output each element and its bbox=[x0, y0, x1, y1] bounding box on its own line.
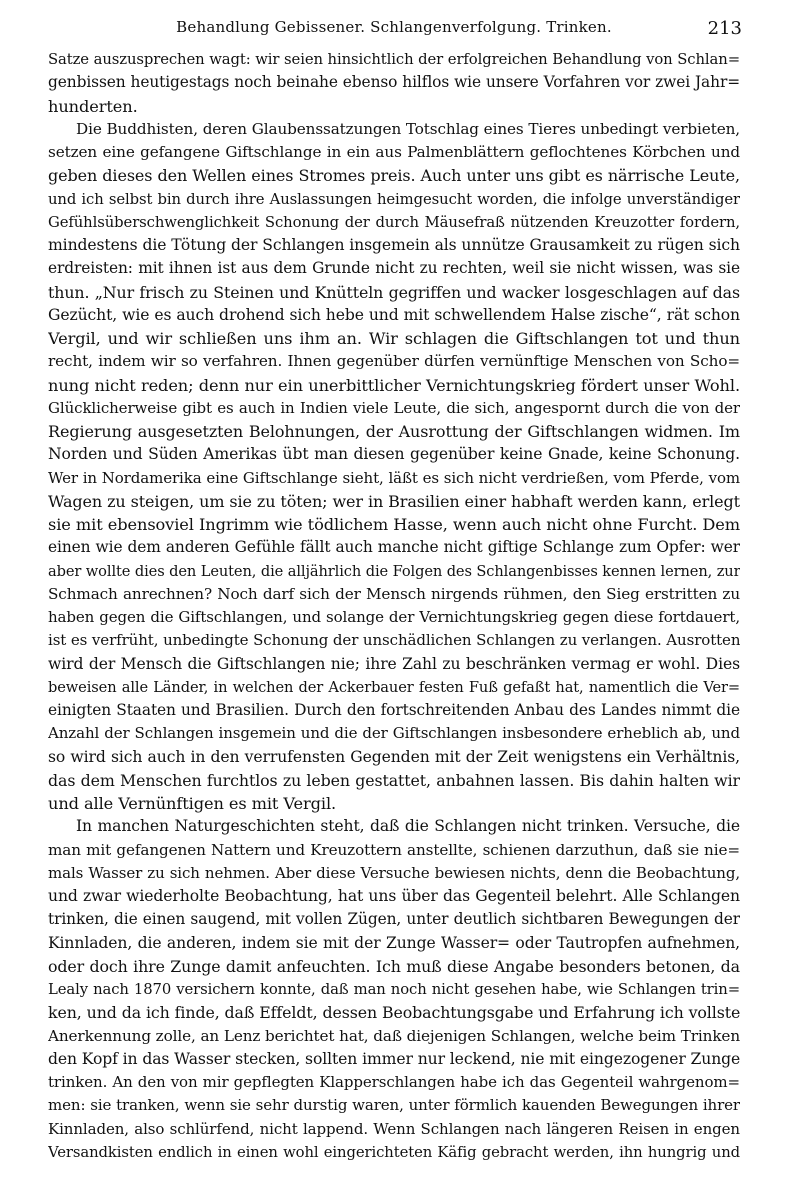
text-line: setzen eine gefangene Giftschlange in ein aus Palmenblättern geflochtenes Körbchen und bbox=[48, 143, 740, 161]
text-line: einen wie dem anderen Gefühle fällt auch manche nicht giftige Schlange zum Opfer: wer bbox=[48, 538, 740, 557]
text-line: genbissen heutigestags noch beinahe ebenso hilflos wie unsere Vorfahren vor zwei Jahr= bbox=[48, 73, 740, 92]
text-line: Kinnladen, also schlürfend, nicht lappend. Wenn Schlangen nach längeren Reisen in engen bbox=[48, 1119, 740, 1138]
page-number: 213 bbox=[707, 18, 742, 39]
text-line: Norden und Süden Amerikas übt man diesen gegenüber keine Gnade, keine Schonung. bbox=[48, 445, 740, 464]
text-line: und ich selbst bin durch ihre Auslassungen heimgesucht worden, die infolge unverständiger bbox=[48, 190, 740, 208]
text-line: Vergil, und wir schließen uns ihm an. Wir schlagen die Giftschlangen tot und thun bbox=[48, 329, 740, 348]
body-text bbox=[48, 48, 740, 1164]
text-line: und alle Vernünftigen es mit Vergil. bbox=[48, 794, 337, 813]
text-line: Versandkisten endlich in einen wohl eingerichteten Käfig gebracht werden, ihn hungrig und bbox=[48, 1143, 740, 1161]
text-line: Die Buddhisten, deren Glaubenssatzungen Totschlag eines Tieres unbedingt verbieten, bbox=[76, 119, 740, 138]
text-line: Wagen zu steigen, um sie zu töten; wer in Brasilien einer habhaft werden kann, erlegt bbox=[48, 491, 740, 511]
text-line: mals Wasser zu sich nehmen. Aber diese Versuche bewiesen nichts, denn die Beobachtung, bbox=[48, 863, 740, 882]
text-line: trinken, die einen saugend, mit vollen Zügen, unter deutlich sichtbaren Bewegungen der bbox=[48, 910, 740, 929]
text-line: Anzahl der Schlangen insgemein und die der Giftschlangen insbesondere erheblich ab, und bbox=[48, 724, 740, 743]
page-header bbox=[48, 18, 740, 48]
text-line: den Kopf in das Wasser stecken, sollten immer nur leckend, nie mit eingezogener Zunge bbox=[48, 1049, 740, 1068]
text-line: Schmach anrechnen? Noch darf sich der Mensch nirgends rühmen, den Sieg erstritten zu bbox=[48, 584, 740, 603]
text-line: haben gegen die Giftschlangen, und solange der Vernichtungskrieg gegen diese fortdauert, bbox=[48, 608, 740, 626]
text-line: recht, indem wir so verfahren. Ihnen gegenüber dürfen vernünftige Menschen von Scho= bbox=[48, 352, 740, 371]
text-line: ist es verfrüht, unbedingte Schonung der unschädlichen Schlangen zu verlangen. Ausrotten bbox=[48, 631, 740, 650]
text-line: das dem Menschen furchtlos zu leben gestattet, anbahnen lassen. Bis dahin halten wir bbox=[48, 770, 740, 790]
text-line: Glücklicherweise gibt es auch in Indien viele Leute, die sich, angespornt durch die von der bbox=[48, 398, 740, 417]
text-line: Anerkennung zolle, an Lenz berichtet hat, daß diejenigen Schlangen, welche beim Trinken bbox=[48, 1026, 740, 1045]
text-line: men: sie tranken, wenn sie sehr durstig waren, unter förmlich kauenden Bewegungen ihrer bbox=[48, 1096, 740, 1115]
text-line: und zwar wiederholte Beobachtung, hat uns über das Gegenteil belehrt. Alle Schlangen bbox=[48, 887, 740, 905]
text-line: einigten Staaten und Brasilien. Durch den fortschreitenden Anbau des Landes nimmt die bbox=[48, 701, 740, 719]
text-line: In manchen Naturgeschichten steht, daß die Schlangen nicht trinken. Versuche, die bbox=[76, 817, 740, 836]
text-line: Gefühlsüberschwenglichkeit Schonung der durch Mäusefraß nützenden Kreuzotter fordern, bbox=[48, 213, 740, 231]
text-line: Regierung ausgesetzten Belohnungen, der Ausrottung der Giftschlangen widmen. Im bbox=[48, 422, 740, 441]
running-head: Behandlung Gebissener. Schlangenverfolgung. Trinken. bbox=[176, 18, 612, 36]
text-line: trinken. An den von mir gepflegten Klapperschlangen habe ich das Gegenteil wahrgenom= bbox=[48, 1073, 740, 1091]
text-line: erdreisten: mit ihnen ist aus dem Grunde nicht zu rechten, weil sie nicht wissen, was sie bbox=[48, 259, 740, 278]
text-line: mindestens die Tötung der Schlangen insgemein als unnütze Grausamkeit zu rügen sich bbox=[48, 236, 740, 254]
text-line: beweisen alle Länder, in welchen der Ackerbauer festen Fuß gefaßt hat, namentlich die Ver= bbox=[48, 678, 740, 696]
text-line: geben dieses den Wellen eines Stromes preis. Auch unter uns gibt es närrische Leute, bbox=[48, 166, 740, 186]
text-line: wird der Mensch die Giftschlangen nie; ihre Zahl zu beschränken vermag er wohl. Dies bbox=[48, 654, 740, 673]
text-line: Lealy nach 1870 versichern konnte, daß man noch nicht gesehen habe, wie Schlangen trin= bbox=[48, 981, 740, 998]
text-line: Satze auszusprechen wagt: wir seien hinsichtlich der erfolgreichen Behandlung von Schlan= bbox=[48, 51, 740, 68]
text-line: thun. „Nur frisch zu Steinen und Knütteln gegriffen und wacker losgeschlagen auf das bbox=[48, 282, 740, 302]
text-line: so wird sich auch in den verrufensten Gegenden mit der Zeit wenigstens ein Verhältnis, bbox=[48, 747, 740, 766]
text-line: Wer in Nordamerika eine Giftschlange sieht, läßt es sich nicht verdrießen, vom Pferde, vom bbox=[48, 468, 740, 487]
text-line: man mit gefangenen Nattern und Kreuzottern anstellte, schienen darzuthun, daß sie nie= bbox=[48, 840, 740, 859]
text-line: hunderten. bbox=[48, 96, 138, 116]
text-line: Kinnladen, die anderen, indem sie mit der Zunge Wasser= oder Tautropfen aufnehmen, bbox=[48, 933, 740, 952]
text-line: sie mit ebensoviel Ingrimm wie tödlichem Hasse, wenn auch nicht ohne Furcht. Dem bbox=[48, 515, 740, 534]
text-line: aber wollte dies den Leuten, die alljährlich die Folgen des Schlangenbisses kennen lernen, zur bbox=[48, 562, 740, 580]
text-line: Gezücht, wie es auch drohend sich hebe und mit schwellendem Halse zische“, rät schon bbox=[48, 305, 740, 324]
book-page bbox=[48, 18, 740, 1164]
text-line: ken, und da ich finde, daß Effeldt, dessen Beobachtungsgabe und Erfahrung ich vollste bbox=[48, 1003, 740, 1023]
text-line: oder doch ihre Zunge damit anfeuchten. Ich muß diese Angabe besonders betonen, da bbox=[48, 956, 740, 976]
text-line: nung nicht reden; denn nur ein unerbittlicher Vernichtungskrieg fördert unser Wohl. bbox=[48, 375, 740, 395]
